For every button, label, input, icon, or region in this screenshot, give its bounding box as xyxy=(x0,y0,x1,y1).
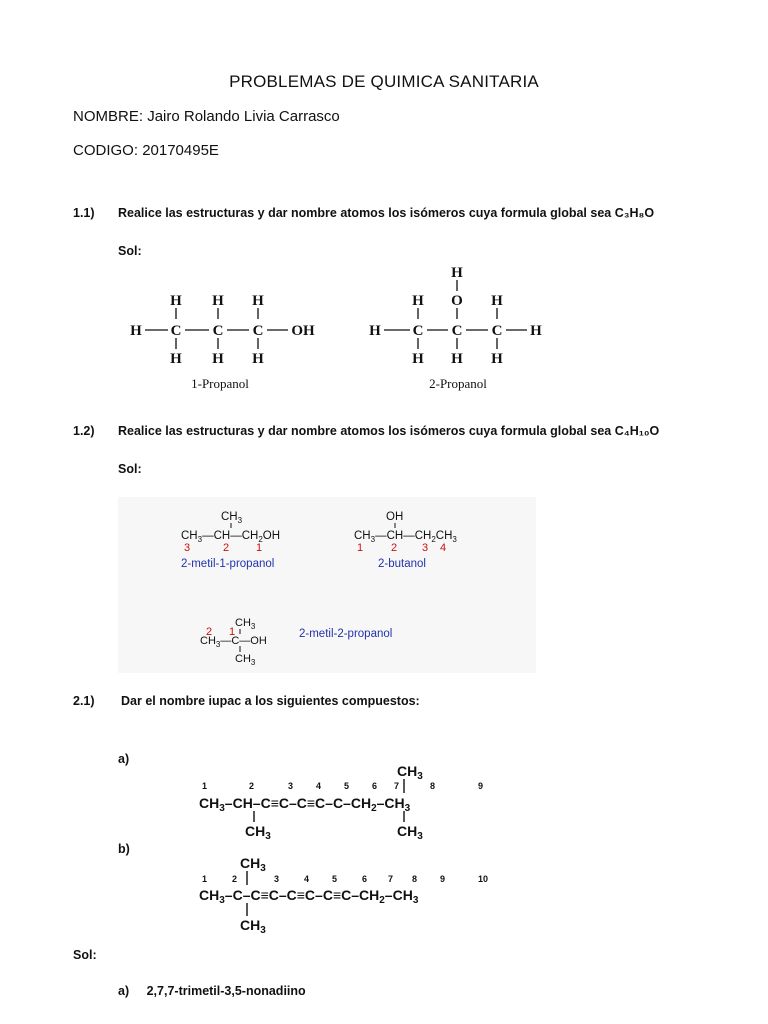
svg-text:CH3—CH—CH2CH3: $CH_3—CH—CH_2CH_3$ xyxy=(354,530,457,544)
svg-text:H: H xyxy=(530,323,542,339)
svg-text:H: H xyxy=(252,351,264,367)
propanol-1-structure xyxy=(118,288,348,398)
question-number: 1.2) xyxy=(73,424,95,438)
svg-text:H: H xyxy=(170,293,182,309)
svg-text:CH3: $CH_3$ xyxy=(235,617,256,631)
isomer-name: 2-Propanol xyxy=(429,376,487,391)
svg-text:CH3: $CH_3$ xyxy=(397,763,423,782)
svg-text:7: 7 xyxy=(394,781,400,791)
svg-text:2: 2 xyxy=(223,542,230,554)
svg-text:H: H xyxy=(451,351,463,367)
svg-text:C: C xyxy=(491,323,503,339)
svg-text:CH3: $CH_3$ xyxy=(397,823,423,842)
solution-label: Sol: xyxy=(118,244,142,258)
svg-text:3: 3 xyxy=(184,542,191,554)
svg-text:5: 5 xyxy=(344,781,350,791)
svg-text:H: H xyxy=(252,293,264,309)
svg-text:C: C xyxy=(170,323,182,339)
isomer-name: 2-butanol xyxy=(378,558,426,570)
solution-label: Sol: xyxy=(73,948,97,962)
svg-text:4: 4 xyxy=(440,542,447,554)
answer-a xyxy=(118,984,306,998)
svg-text:4: 4 xyxy=(316,781,322,791)
isomer-name: 2-metil-1-propanol xyxy=(181,558,275,570)
svg-text:H: H xyxy=(491,293,503,309)
question-number: 2.1) xyxy=(73,694,95,708)
page-title: PROBLEMAS DE QUIMICA SANITARIA xyxy=(229,72,539,91)
svg-text:5: 5 xyxy=(332,874,338,884)
name-value: Jairo Rolando Livia Carrasco xyxy=(147,108,340,125)
svg-text:CH3: $CH_3$ xyxy=(235,653,256,667)
question-text: Dar el nombre iupac a los siguientes compuestos: xyxy=(121,694,420,708)
question-2-1 xyxy=(73,694,753,712)
svg-text:O: O xyxy=(451,293,463,309)
svg-text:8: 8 xyxy=(412,874,418,884)
svg-text:C: C xyxy=(252,323,264,339)
svg-text:C: C xyxy=(412,323,424,339)
student-code-line xyxy=(73,142,219,159)
svg-text:CH3—C—OH: $CH_3—C—OH$ xyxy=(200,635,267,649)
svg-text:2: 2 xyxy=(206,626,213,638)
svg-text:6: 6 xyxy=(362,874,368,884)
svg-text:CH3: $CH_3$ xyxy=(240,855,266,874)
svg-text:OH: OH xyxy=(291,323,315,339)
svg-text:8: 8 xyxy=(430,781,436,791)
svg-text:3: 3 xyxy=(422,542,429,554)
svg-text:H: H xyxy=(451,265,463,281)
svg-text:CH3—CH—CH2OH: $CH_3—CH—CH_2OH$ xyxy=(181,530,281,544)
code-value: 20170495E xyxy=(142,142,219,159)
butanol-isomers-panel xyxy=(118,497,536,673)
question-text: Realice las estructuras y dar nombre atomos los isómeros cuya formula global sea C₃H₈O xyxy=(118,206,655,220)
svg-text:6: 6 xyxy=(372,781,378,791)
solution-label: Sol: xyxy=(118,462,142,476)
svg-text:1: 1 xyxy=(357,542,364,554)
question-text: Realice las estructuras y dar nombre atomos los isómeros cuya formula global sea C₄H₁₀O xyxy=(118,424,660,438)
svg-text:9: 9 xyxy=(478,781,484,791)
svg-text:2: 2 xyxy=(249,781,255,791)
svg-text:OH: OH xyxy=(386,511,404,523)
svg-text:9: 9 xyxy=(440,874,446,884)
isomer-name: 2-metil-2-propanol xyxy=(299,628,393,640)
isomer-name: 1-Propanol xyxy=(191,376,249,391)
svg-text:2: 2 xyxy=(391,542,398,554)
svg-text:1: 1 xyxy=(202,874,208,884)
question-number: 1.1) xyxy=(73,206,95,220)
svg-text:7: 7 xyxy=(388,874,394,884)
svg-text:2: 2 xyxy=(232,874,238,884)
code-label: CODIGO: xyxy=(73,142,139,159)
propanol-2-structure xyxy=(358,262,558,398)
svg-text:CH3: $CH_3$ xyxy=(245,823,271,842)
svg-text:1: 1 xyxy=(256,542,263,554)
svg-text:3: 3 xyxy=(288,781,294,791)
svg-text:C: C xyxy=(212,323,224,339)
compound-a-structure xyxy=(192,752,512,844)
butanol-isomers-structures xyxy=(118,497,536,673)
svg-text:CH3–CH–C≡C–C≡C–C–CH2–CH3: $CH_3-CH-C\equiv C-C\equiv C-C-CH_2-CH_3$ xyxy=(199,795,411,814)
svg-text:CH3–C–C≡C–C≡C–C≡C–CH2–CH3: $CH_3-C-C\equiv C-C\equiv C-C\equiv C-CH_2-CH_3$ xyxy=(199,887,419,906)
question-1-1 xyxy=(73,206,753,224)
svg-text:1: 1 xyxy=(202,781,208,791)
svg-text:H: H xyxy=(212,293,224,309)
compound-a-label: a) xyxy=(118,752,130,766)
svg-text:C: C xyxy=(451,323,463,339)
svg-text:4: 4 xyxy=(304,874,310,884)
svg-text:H: H xyxy=(412,293,424,309)
svg-text:3: 3 xyxy=(274,874,280,884)
student-name-line xyxy=(73,108,340,125)
svg-text:H: H xyxy=(491,351,503,367)
question-1-2 xyxy=(73,424,753,442)
svg-text:H: H xyxy=(130,323,142,339)
svg-text:10: 10 xyxy=(478,874,489,884)
svg-text:H: H xyxy=(170,351,182,367)
svg-text:H: H xyxy=(212,351,224,367)
svg-text:CH3: $CH_3$ xyxy=(240,917,266,936)
svg-text:H: H xyxy=(412,351,424,367)
answer-a-text: 2,7,7-trimetil-3,5-nonadiino xyxy=(146,984,306,998)
svg-text:CH3: $CH_3$ xyxy=(221,511,243,525)
svg-text:H: H xyxy=(369,323,381,339)
compound-b-structure xyxy=(192,852,522,936)
name-label: NOMBRE: xyxy=(73,108,144,125)
svg-text:1: 1 xyxy=(229,626,236,638)
answer-a-label: a) xyxy=(118,984,130,998)
compound-b-label: b) xyxy=(118,842,130,856)
